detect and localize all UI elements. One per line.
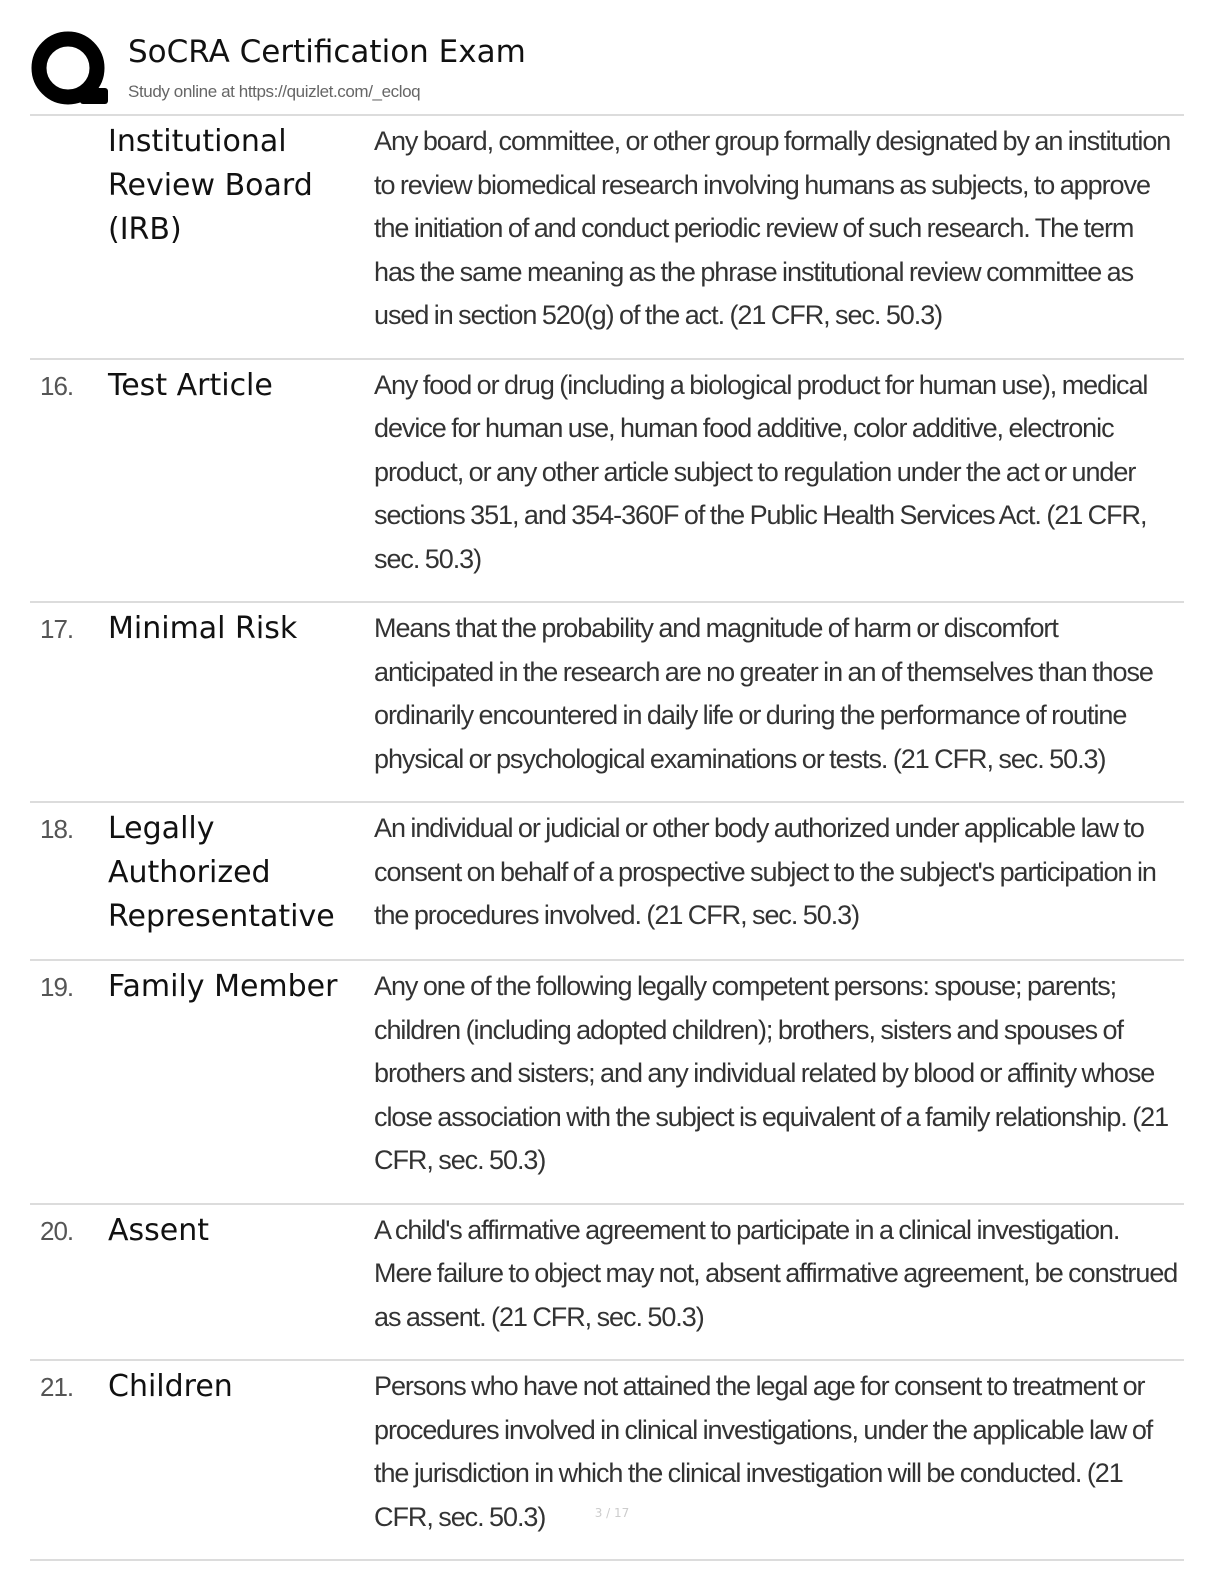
item-definition: A child's affirmative agreement to participate in a clinical investigation. Mere failure to object may not, absent affirmative agreement, be construed as assent. (21 CFR, sec. 50.3) xyxy=(374,1214,1178,1332)
item-definition: Means that the probability and magnitude of harm or discomfort anticipated in the research are no greater in an of themselves than those ordinarily encountered in daily life or during the performance of routine physical or psychological examinations or tests. (21 CFR, sec. 50.3) xyxy=(374,613,1153,774)
list-item xyxy=(30,1361,1184,1561)
page-number: 3 / 17 xyxy=(594,1506,630,1520)
item-number: 16. xyxy=(40,370,74,401)
item-definition: Any one of the following legally competent persons: spouse; parents; children (including adopted children); brothers, sisters and spouses of brothers and sisters; and any individual related by blood or affinity whose close association with the subject is equivalent of a family relationship. (21 CFR, sec. 50.3) xyxy=(374,971,1169,1175)
page-header xyxy=(30,28,1184,113)
list-item xyxy=(30,360,1184,604)
study-online-link[interactable]: Study online at https://quizlet.com/_ecloq xyxy=(128,82,421,101)
item-term: Assent xyxy=(108,1212,210,1248)
quizlet-logo-icon xyxy=(30,30,112,112)
item-number: 20. xyxy=(40,1215,74,1246)
item-term: Children xyxy=(108,1369,233,1404)
item-definition: Persons who have not attained the legal age for consent to treatment or procedures involved in clinical investigations, under the applicable law of the jurisdiction in which the clinical investigation will be conducted. (21 CFR, sec. 50.3) xyxy=(374,1371,1153,1532)
item-definition: Any board, committee, or other group formally designated by an institution to review biomedical research involving humans as subjects, to approve the initiation of and conduct periodic review of such research. The term has the same meaning as the phrase institutional review committee as used in section 520(g) of the act. (21 CFR, sec. 50.3) xyxy=(374,126,1171,330)
item-term: Minimal Risk xyxy=(108,611,298,646)
item-number: 18. xyxy=(40,814,74,844)
item-term: Legally Authorized Representative xyxy=(108,811,335,934)
item-definition: Any food or drug (including a biological product for human use), medical device for human use, human food additive, color additive, electronic product, or any other article subject to regulation under the act or under sections 351, and 354-360F of the Public Health Services Act. (21 CFR, sec. 50.3) xyxy=(374,369,1148,574)
page-title: SoCRA Certification Exam xyxy=(128,34,526,70)
item-number: 21. xyxy=(40,1372,74,1402)
list-item xyxy=(30,803,1184,961)
list-item xyxy=(30,1205,1184,1362)
item-number: 17. xyxy=(40,614,74,644)
item-number: 19. xyxy=(40,972,74,1002)
item-term: Test Article xyxy=(108,367,273,403)
item-number xyxy=(30,120,108,338)
list-item xyxy=(30,961,1184,1205)
item-term: Family Member xyxy=(108,969,338,1004)
list-item xyxy=(30,603,1184,803)
flashcard-list xyxy=(30,114,1184,1561)
item-term: Institutional Review Board (IRB) xyxy=(108,124,313,247)
item-definition: An individual or judicial or other body authorized under applicable law to consent on behalf of a prospective subject to the subject's participation in the procedures involved. (21 CFR, sec. 50.3) xyxy=(374,813,1156,930)
list-item xyxy=(30,116,1184,360)
